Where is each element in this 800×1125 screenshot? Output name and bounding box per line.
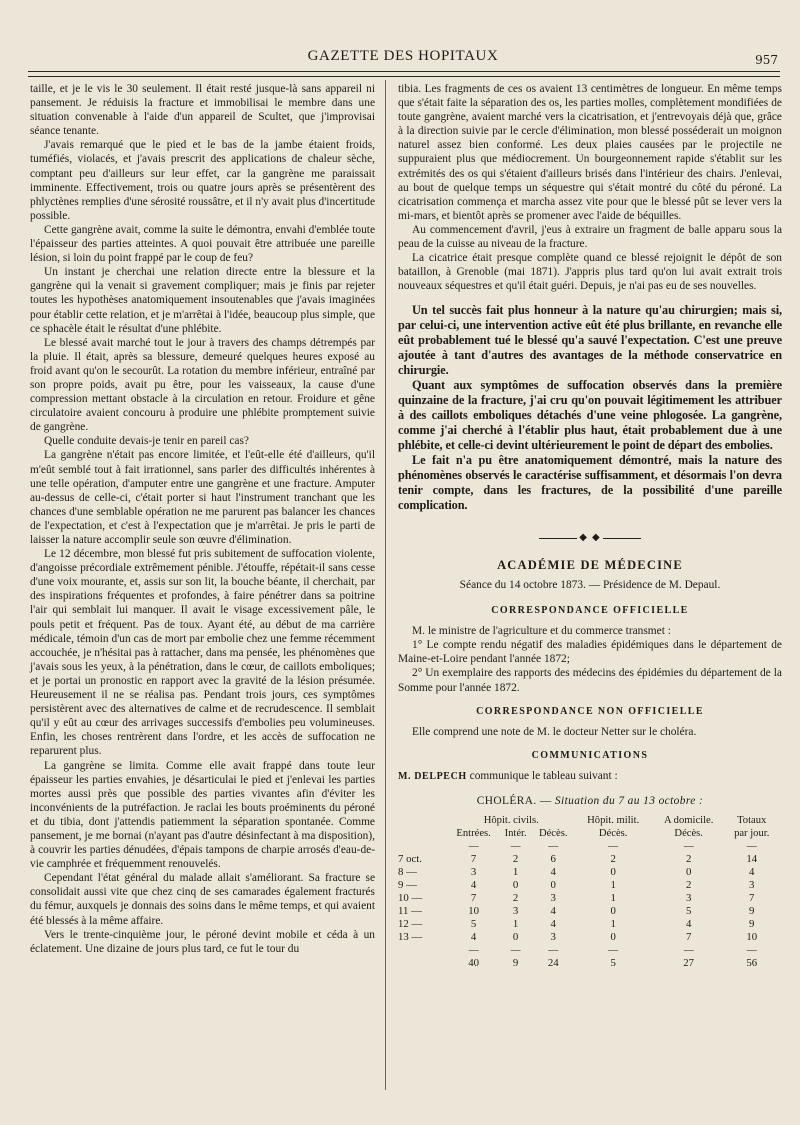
bold-paragraph: Le fait n'a pu être anatomiquement démontré, mais la nature des phénomènes observés le caractérise suffisamment, et désormais l'on devra tenir compte, dans les fractures, de la possibilité d'une pareille complication. — [398, 453, 782, 513]
value-cell: 3 — [550, 892, 556, 905]
value-cell: 14 — [746, 853, 758, 866]
value-cell: 7 — [470, 892, 477, 905]
paragraph: taille, et je le vis le 30 seulement. Il était resté jusque-là sans appareil ni pansement. Je réduisis la fracture et immobilisai le membre dans une situation convenable à l'aide d'un appareil de Scultet, que j'improvisai séance tenante. — [30, 83, 375, 138]
header-rule-thin — [28, 76, 780, 77]
communication-text: communique le tableau suivant : — [469, 769, 618, 782]
column-divider — [385, 80, 386, 1090]
paragraph: J'avais remarqué que le pied et le bas de la jambe étaient froids, tuméfiés, violacés, et j'avais prescrit des applications de chaleur sèche, comptant peu d'ailleurs sur leur effet, car la gangrène me paraissait imminente. Effectivement, trois ou quatre jours après se présentèrent des phlyctènes remplies d'une sérosité roussâtre, et il n'y avait plus d'incertitude possible. — [30, 139, 375, 222]
seance-line: Séance du 14 octobre 1873. — Présidence de M. Depaul. — [459, 578, 721, 591]
value-cell: 7 — [749, 892, 755, 905]
date-cell: 8 — — [398, 866, 417, 879]
total-cell: 27 — [683, 957, 695, 970]
paragraph: Le 12 décembre, mon blessé fut pris subitement de suffocation violente, d'angoisse précordiale extrêmement pénible. J'étouffe, répétait-il sans cesse d'une voix mourante, et, assis sur son lit, la bouche béante, il cherchait, par des inspirations fréquentes et profondes, à faire pénétrer dans sa poitrine l'air qui semblait lui manquer. Il avait le visage excessivement pâle, le pouls petit et fréquent. Pas de toux. Ayant été, au début de ma carrière médicale, témoin d'un cas de mort par embolie chez une femme récemment accouchée, je n'hésitai pas à rattacher, dans ma pensée, les phénomènes que j'avais sous les yeux, à la pénétration, dans le cœur, de caillots emboliques; et je portai un pronostic en rapport avec la gravité de la lésion présumée. Heureusement il ne se réalisa pas. Pendant trois jours, ces symptômes persistèrent avec des alternatives de calme et de recrudescence. Il semblait qu'il y eût au cœur des arrivages successifs d'embolies peu volumineuses. Enfin, les choses rentrèrent dans l'ordre, et les accès de suffocation ne reparurent plus. — [30, 548, 375, 758]
value-cell: 2 — [685, 853, 692, 866]
date-cell: 11 — — [398, 905, 422, 918]
total-cell: 5 — [610, 957, 616, 970]
value-cell: 5 — [685, 905, 692, 918]
value-cell: 0 — [512, 879, 519, 892]
total-cell: 24 — [547, 957, 559, 970]
column-header: par jour. — [734, 828, 770, 840]
value-cell: 0 — [550, 879, 556, 892]
paragraph: Au commencement d'avril, j'eus à extraire un fragment de balle apparu sous la peau de la cuisse au niveau de la fracture. — [398, 223, 782, 251]
journal-title: GAZETTE DES HOPITAUX — [307, 48, 499, 64]
paragraph: Le blessé avait marché tout le jour à travers des champs détrempés par la pluie. Il était, après sa blessure, demeuré quelques heures exposé au froid avant qu'on le secourût. La rotation du membre inférieur, entraîné par son propre poids, avait pu être, pour les vaisseaux, la cause d'une compression mettant obstacle à la circulation en retour. Froidure et gêne circulatoire avaient concouru à produire une phlébite promptement suivie de gangrène. — [30, 336, 375, 434]
date-cell: 10 — — [398, 892, 423, 905]
page-header — [24, 48, 782, 70]
value-cell: 10 — [468, 905, 479, 918]
paragraph: Un instant je cherchai une relation directe entre la blessure et la gangrène qui la venait si gravement compliquer; mais je finis par rejeter toutes les hypothèses anatomiquement insoutenables que j'avais imaginées pour établir cette relation, et je m'arrêtai à l'idée, beaucoup plus simple, que ce sphacèle était le résultat d'une phlébite. — [30, 266, 375, 335]
value-cell: 3 — [470, 866, 477, 879]
column-header: Décès. — [598, 828, 628, 840]
column-header: Décès. — [674, 828, 703, 840]
paragraph: La cicatrice était presque complète quand ce blessé rejoignit le dépôt de son bataillon, à Grenoble (mai 1871). J'appris plus tard qu'on lui avait extrait trois nouveaux séquestres et qu'il était guéri. Depuis, je n'ai pas eu de ses nouvelles. — [398, 252, 782, 293]
academie-title: ACADÉMIE DE MÉDECINE — [497, 557, 683, 572]
table-column-header — [398, 827, 778, 840]
table-rule-row: — — — — — — — [468, 841, 757, 853]
list-item: 2° Un exemplaire des rapports des médecins des épidémies du département de la Somme pour l'année 1872. — [398, 667, 782, 694]
correspondance-officielle-heading: CORRESPONDANCE OFFICIELLE — [491, 605, 689, 617]
delpech-line — [398, 769, 782, 784]
value-cell: 0 — [610, 905, 616, 918]
column-header: Intér. — [504, 828, 527, 840]
paragraph: M. le ministre de l'agriculture et du commerce transmet : — [412, 625, 671, 638]
table-row — [398, 879, 778, 892]
table-caption-italic: Situation du 7 au 13 octobre : — [554, 794, 704, 807]
value-cell: 2 — [512, 853, 519, 866]
value-cell: 1 — [610, 918, 616, 931]
value-cell: 4 — [470, 931, 477, 944]
value-cell: 4 — [685, 918, 692, 931]
column-header: Entrées. — [456, 828, 491, 840]
value-cell: 1 — [610, 879, 616, 892]
date-cell: 12 — — [398, 918, 423, 931]
bold-paragraph: Un tel succès fait plus honneur à la nature qu'au chirurgien; mais si, par celui-ci, une intervention active eût été plus brillante, en revanche elle eût probablement tué le blessé qu'a sauvé l'expectation. C'est une preuve ajoutée à tant d'autres des avantages de la méthode conservatrice en chirurgie. — [398, 303, 782, 378]
total-cell: 56 — [746, 957, 758, 970]
total-cell: 40 — [468, 957, 479, 970]
value-cell: 0 — [685, 866, 692, 879]
column-header: Décès. — [538, 828, 568, 840]
value-cell: 10 — [746, 931, 758, 944]
section-ornament: ◆ ◆ — [398, 531, 782, 545]
paragraph: Quelle conduite devais-je tenir en pareil cas? — [44, 435, 249, 448]
value-cell: 4 — [470, 879, 477, 892]
page-number: 957 — [755, 53, 778, 67]
table-row — [398, 918, 778, 931]
paragraph: La gangrène se limita. Comme elle avait frappé dans toute leur épaisseur les parties envahies, je désarticulai le pied et j'enlevai les parties mortes aussi près que possible des parties vivantes afin d'éviter les inconvénients de la putréfaction. Je raclai les bouts proéminents du péroné et du tibia, dont j'attendis patiemment la séparation spontanée. Comme pansement, je me bornai (n'ayant pas d'autre désinfectant à ma disposition), à couvrir les parties dénudées, d'épais tampons de charpie arrosés d'eau-de-vie camphrée et fréquemment renouvelés. — [30, 759, 375, 871]
value-cell: 3 — [749, 879, 755, 892]
value-cell: 1 — [610, 892, 616, 905]
correspondance-non-officielle-heading: CORRESPONDANCE NON OFFICIELLE — [476, 705, 704, 717]
date-cell: 13 — — [398, 931, 423, 944]
value-cell: 2 — [512, 892, 519, 905]
value-cell: 3 — [550, 931, 556, 944]
date-cell: 7 oct. — [398, 853, 422, 866]
group-header: Hôpit. civils. — [483, 815, 539, 827]
value-cell: 0 — [610, 866, 616, 879]
table-caption — [398, 794, 782, 808]
value-cell: 6 — [550, 853, 556, 866]
table-totals-row — [398, 957, 778, 970]
table-rule-row: — — — — — — — [468, 945, 757, 957]
cholera-table — [398, 814, 778, 970]
value-cell: 7 — [470, 853, 477, 866]
value-cell: 4 — [550, 866, 556, 879]
value-cell: 0 — [512, 931, 519, 944]
table-row — [398, 905, 778, 918]
date-cell: 9 — — [398, 879, 417, 892]
value-cell: 4 — [550, 905, 556, 918]
value-cell: 1 — [512, 918, 519, 931]
speaker-name: M. DELPECH — [398, 770, 467, 782]
table-row — [398, 931, 778, 944]
paragraph: La gangrène n'était pas encore limitée, et l'eût-elle été d'ailleurs, qu'il m'eût semblé tout à fait irrationnel, sans parler des difficultés inhérentes à une telle opération, d'amputer entre une gangrène et une fracture. Amputer au-dessus de celle-ci, c'était porter si haut l'instrument tranchant que les chances d'une semblable opération ne me parurent pas balancer les chances de l'expectation, et c'est à l'expectation que je m'arrêtai. Je pris le parti de laisser la nature accomplir seule son œuvre d'élimination. — [30, 449, 375, 546]
table-row — [398, 853, 778, 866]
table-caption-prefix: CHOLÉRA. — — [476, 794, 552, 807]
header-rule-thick — [28, 71, 780, 72]
value-cell: 9 — [749, 905, 755, 918]
group-header: Hôpit. milit. — [587, 815, 640, 827]
value-cell: 3 — [512, 905, 519, 918]
table-row — [398, 892, 778, 905]
list-item: 1° Le compte rendu négatif des maladies épidémiques dans le département de Maine-et-Loire pendant l'année 1872; — [398, 639, 782, 666]
value-cell: 5 — [470, 918, 477, 931]
group-header: Totaux — [737, 815, 767, 827]
value-cell: 1 — [512, 866, 519, 879]
communications-heading: COMMUNICATIONS — [531, 749, 649, 761]
value-cell: 2 — [610, 853, 616, 866]
value-cell: 3 — [685, 892, 692, 905]
value-cell: 7 — [685, 931, 692, 944]
paragraph: Cependant l'état général du malade allait s'améliorant. Sa fracture se consolidait aussi vite que chez cinq de ses camarades également fracturés du fémur, auxquels je donnais des soins dans le même temps, et qui avaient été blessés à la même affaire. — [30, 872, 375, 927]
table-body — [398, 853, 778, 944]
bold-paragraph: Quant aux symptômes de suffocation observés dans la première quinzaine de la fracture, j'ai cru qu'on pouvait légitimement les attribuer à des caillots emboliques détachés d'une veine phlogosée. La gangrène, comme j'ai cherché à l'établir plus haut, était probablement due à une phlébite, et celle-ci devint ultérieurement le point de départ des embolies. — [398, 378, 782, 453]
table-row — [398, 866, 778, 879]
paragraph: Vers le trente-cinquième jour, le péroné devint mobile et céda à un éclatement. Une dizaine de jours plus tard, ce fut le tour du — [30, 928, 375, 955]
group-header: A domicile. — [663, 815, 714, 827]
value-cell: 9 — [749, 918, 755, 931]
value-cell: 4 — [550, 918, 556, 931]
value-cell: 4 — [749, 866, 755, 879]
paragraph: tibia. Les fragments de ces os avaient 13 centimètres de longueur. En même temps que s'était faite la séparation des os, les parties molles, complètement mondifiées de toute gangrène, avaient marché vers la cicatrisation, et j'entrevoyais déjà que, grâce à la direction suivie par le cercle d'élimination, mon blessé posséderait un moignon naturel assez bien conformé. Les deux plaies causées par le projectile ne suppuraient plus que médiocrement. Un bourgeonnement rapide s'établit sur les extrémités des os qui s'étaient d'ailleurs brisés dans l'intérieur des chairs. J'enlevai, au bout de quelque temps un séquestre qui s'était montré du côté du péroné. La cicatrisation commença et marcha assez vite pour que le blessé pût se lever vers la mi-mars, et bientôt après se promener avec l'aide de béquilles. — [398, 83, 782, 222]
table-group-header — [398, 814, 778, 827]
right-column — [398, 82, 782, 970]
left-column — [30, 82, 375, 956]
paragraph: Cette gangrène avait, comme la suite le démontra, envahi d'emblée toute l'épaisseur des parties atteintes. A quoi pouvait être attribuée une pareille lésion, si loin du point frappé par le coup de feu? — [30, 223, 375, 265]
total-cell: 9 — [512, 957, 519, 970]
value-cell: 2 — [685, 879, 692, 892]
value-cell: 0 — [610, 931, 616, 944]
paragraph: Elle comprend une note de M. le docteur Netter sur le choléra. — [412, 725, 697, 738]
